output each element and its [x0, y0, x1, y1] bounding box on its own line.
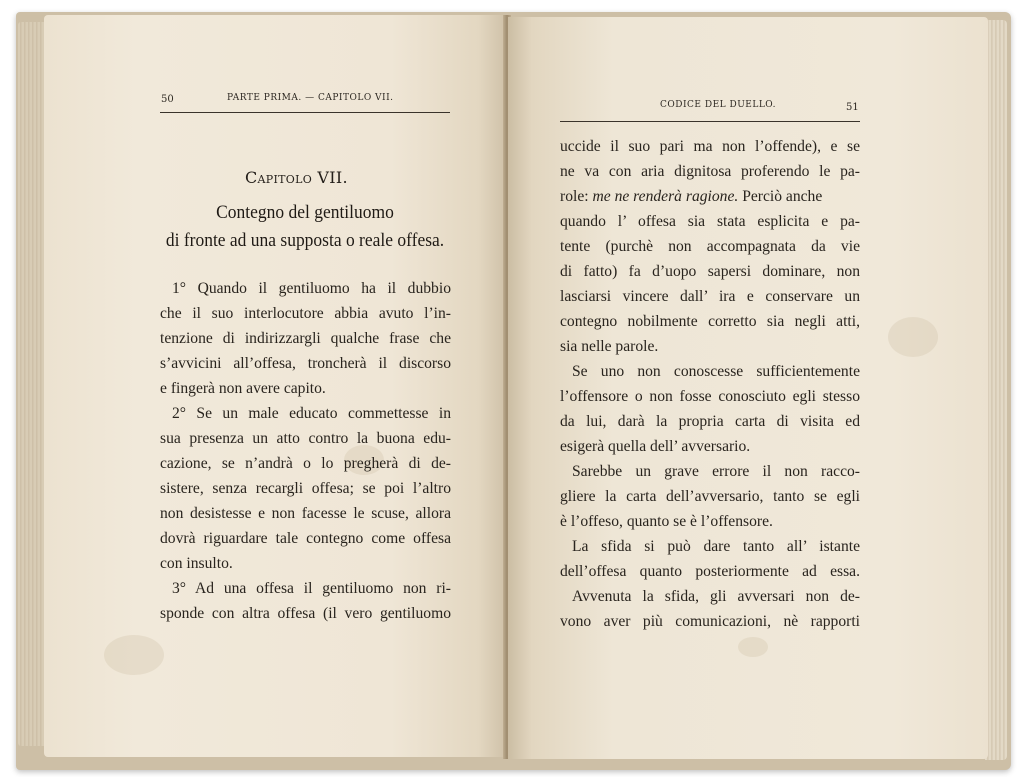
- right-line-2: ne va con aria dignitosa proferendo le pa-: [560, 163, 860, 180]
- right-line-11: l’offensore o non fosse conosciuto egli stesso: [560, 388, 860, 405]
- subtitle-line-1: Contegno del gentiluomo: [216, 202, 394, 223]
- right-line-1: uccide il suo pari ma non l’offende), e se: [560, 138, 860, 155]
- left-line-11: dovrà riguardare tale contegno come offesa: [160, 530, 451, 547]
- left-line-2: che il suo interlocutore abbia avuto l’in-: [160, 305, 451, 322]
- right-line-3: [560, 187, 860, 207]
- left-page-number: 50: [161, 94, 174, 105]
- left-line-13: 3° Ad una offesa il gentiluomo non ri-: [172, 580, 451, 597]
- right-line-12: da lui, darà la propria carta di visita ed: [560, 413, 860, 430]
- right-line-18: dell’offesa quanto posteriormente ad essa.: [560, 563, 860, 580]
- left-line-7: sua presenza un atto contro la buona edu-: [160, 430, 451, 447]
- right-line-3-end: Perciò anche: [742, 188, 823, 205]
- right-header-rule: [560, 121, 860, 122]
- left-line-14: sponde con altra offesa (il vero gentiluomo: [160, 605, 451, 622]
- right-line-4: quando l’ offesa sia stata esplicita e pa-: [560, 213, 860, 230]
- right-line-17: La sfida si può dare tanto all’ istante: [572, 538, 860, 555]
- left-line-10: non desistesse e non facesse le scuse, allora: [160, 505, 451, 522]
- right-line-5: tente (purchè non accompagnata da vie: [560, 238, 860, 255]
- left-line-6: 2° Se un male educato commettesse in: [172, 405, 451, 422]
- left-page: [44, 15, 506, 757]
- right-line-7: lasciarsi vincere dall’ ira e conservare un: [560, 288, 860, 305]
- chapter-title: Capitolo VII.: [245, 168, 348, 187]
- right-line-20: vono aver più comunicazioni, nè rapporti: [560, 613, 860, 630]
- right-page: [508, 17, 988, 759]
- right-line-8: contegno nobilmente corretto sia negli atti,: [560, 313, 860, 330]
- left-line-5: e fingerà non avere capito.: [160, 380, 326, 397]
- right-line-3-start: role:: [560, 188, 589, 205]
- left-line-12: con insulto.: [160, 555, 233, 572]
- right-page-number: 51: [846, 102, 859, 113]
- right-page-edges: [985, 20, 1007, 760]
- left-header-rule: [160, 112, 450, 113]
- left-line-8: cazione, se n’andrà o lo pregherà di de-: [160, 455, 451, 472]
- right-line-14: Sarebbe un grave errore il non racco-: [572, 463, 860, 480]
- right-line-10: Se uno non conoscesse sufficientemente: [572, 363, 860, 380]
- left-line-3: tenzione di indirizzargli qualche frase che: [160, 330, 451, 347]
- left-line-9: sistere, senza recargli offesa; se poi l’altro: [160, 480, 451, 497]
- right-line-9: sia nelle parole.: [560, 338, 659, 355]
- left-line-4: s’avvicini all’offesa, troncherà il discorso: [160, 355, 451, 372]
- subtitle-line-2: di fronte ad una supposta o reale offesa.: [165, 230, 445, 251]
- right-line-3-italic: me ne renderà ragione.: [592, 188, 739, 205]
- right-running-head: CODICE DEL DUELLO.: [660, 100, 777, 110]
- right-line-15: gliere la carta dell’avversario, tanto se egli: [560, 488, 860, 505]
- left-line-1: 1° Quando il gentiluomo ha il dubbio: [172, 280, 451, 297]
- right-line-19: Avvenuta la sfida, gli avversari non de-: [572, 588, 860, 605]
- left-running-head: PARTE PRIMA. — CAPITOLO VII.: [227, 93, 394, 103]
- right-line-16: è l’offeso, quanto se è l’offensore.: [560, 513, 773, 530]
- right-line-13: esigerà quella dell’ avversario.: [560, 438, 751, 455]
- right-line-6: di fatto) fa d’uopo sapersi dominare, non: [560, 263, 860, 280]
